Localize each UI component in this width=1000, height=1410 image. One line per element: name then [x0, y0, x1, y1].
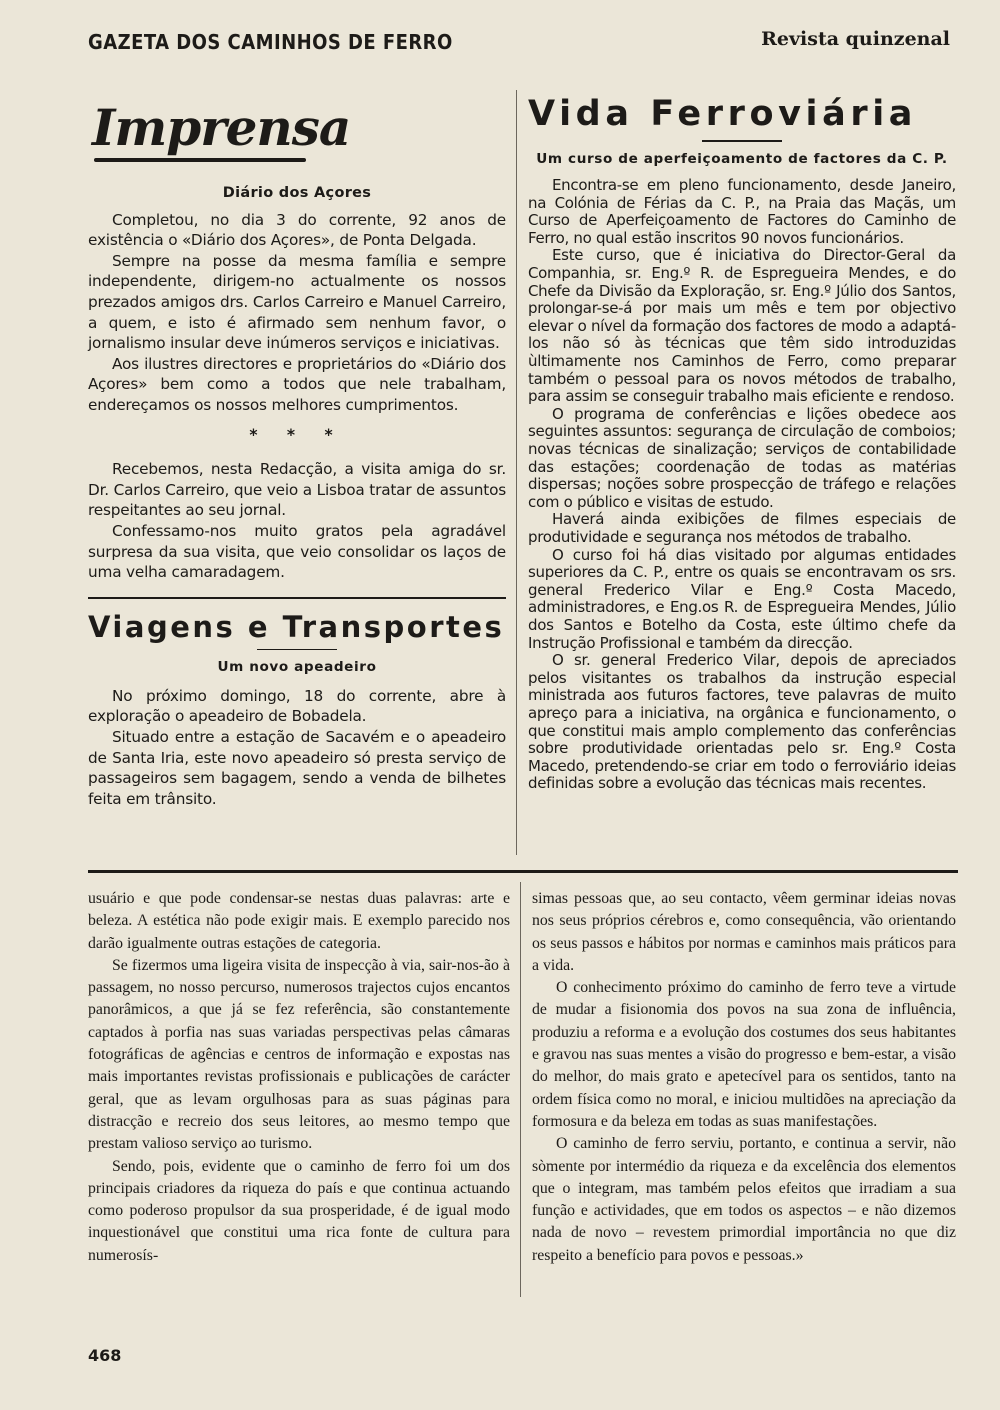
magazine-title: GAZETA DOS CAMINHOS DE FERRO — [88, 30, 453, 54]
vida-paragraph: O programa de conferências e lições obedece aos seguintes assuntos: segurança de circulação de comboios; novas técnicas de sinalização; serviços de contabilidade das estações; coordenação de todas as matérias dispersas; noções sobre prospecção de tráfego e relações com o público e visitas de estudo. — [528, 404, 956, 511]
imprensa-paragraph: Aos ilustres directores e proprietários do «Diário dos Açores» bem como a todos que nele trabalham, endereçamos os nossos melhores cumprimentos. — [88, 354, 506, 414]
magazine-frequency: Revista quinzenal — [761, 28, 950, 50]
imprensa-title: Imprensa — [92, 98, 351, 157]
page-number: 468 — [88, 1346, 122, 1365]
continuation-right-column — [532, 888, 956, 1267]
continuation-paragraph: O conhecimento próximo do caminho de ferro teve a virtude de mudar a fisionomia dos povos na sua zona de influência, produziu a reforma e a evolução dos costumes dos seus habitantes e gravou nas suas mentes a visão do progresso e bem-estar, a visão do melhor, do mais grato e apetecível para os sentidos, tanto na ordem física como no moral, e iniciou multidões na apreciação da formosura e da beleza em todas as suas manifestações. — [532, 979, 956, 1130]
horizontal-divider — [88, 870, 958, 873]
imprensa-column — [88, 90, 506, 809]
continuation-left-column — [88, 888, 510, 1267]
column-divider-bottom — [520, 882, 521, 1297]
continuation-paragraph: Sendo, pois, evidente que o caminho de ferro foi um dos principais criadores da riqueza do país e que continua actuando como poderoso propulsor da sua prosperidade, é de igual modo inquestionável que constitui uma rica fonte de cultura para numerosís- — [88, 1157, 510, 1264]
vida-paragraph: Este curso, que é iniciativa do Director-Geral da Companhia, sr. Eng.º R. de Espregueira Mendes, e do Chefe da Divisão da Exploração, sr. Eng.º Júlio dos Santos, prolongar-se-á por mais um mês e tem por objectivo elevar o nível da formação dos factores de modo a adaptá-los não só às técnicas que têm sido introduzidas ùltimamente nos Caminhos de Ferro, como preparar também o pessoal para os novos métodos de trabalho, para assim se conseguir trabalho mais eficiente e rendoso. — [528, 246, 956, 406]
vida-title-rule — [702, 140, 782, 142]
column-divider-top — [516, 90, 517, 855]
vida-paragraph: O sr. general Frederico Vilar, depois de apreciados pelos visitantes os trabalhos da instrução especial ministrada aos futuros factores, teve palavras de muito apreço para a iniciativa, na orgânica e funcionamento, o que constitui mais amplo complemento das conferências sobre produtividade orientadas pelo sr. Eng.º Costa Macedo, pretendendo-se criar em todo o ferroviário ideias definidas sobre a evolução das técnicas mais recentes. — [528, 651, 956, 793]
vida-paragraph: O curso foi há dias visitado por algumas entidades superiores da C. P., entre os quais se encontravam os srs. general Frederico Vilar e Eng.º Costa Macedo, administradores, e Eng.os R. de Espregueira Mendes, Júlio dos Santos e Botelho da Costa, este último chefe da Instrução Profissional e também da direcção. — [528, 545, 956, 652]
continuation-paragraph: O caminho de ferro serviu, portanto, e continua a servir, não sòmente por intermédio da riqueza e da excelência dos elementos que o integram, mas também pelos efeitos que irradiam a sua função e actividades, que em todos os aspectos – e não dizemos nada de novo – revestem primordial importância no que diz respeito a benefício para povos e pessoas.» — [532, 1135, 956, 1264]
viagens-title: Viagens e Transportes — [88, 609, 505, 644]
imprensa-paragraph: Recebemos, nesta Redacção, a visita amiga do sr. Dr. Carlos Carreiro, que veio a Lisboa tratar de assuntos respeitantes ao seu jornal. — [88, 460, 506, 520]
section-separator: * * * — [249, 425, 345, 444]
imprensa-paragraph: Completou, no dia 3 do corrente, 92 anos de existência o «Diário dos Açores», de Ponta Delgada. — [88, 210, 506, 250]
imprensa-subtitle: Diário dos Açores — [222, 185, 372, 201]
vida-paragraph: Encontra-se em pleno funcionamento, desde Janeiro, na Colónia de Férias da C. P., na Praia das Maçãs, um Curso de Aperfeiçoamento de Factores do Caminho de Ferro, no qual estão inscritos 90 novos funcionários. — [528, 176, 956, 247]
vida-subtitle: Um curso de aperfeiçoamento de factores da C. P. — [536, 150, 948, 167]
section-rule — [88, 597, 506, 599]
continuation-paragraph: Se fizermos uma ligeira visita de inspecção à via, sair-nos-ão à passagem, no nosso percurso, numerosos trajectos cujos encantos panorâmicos, a que já se fez referência, são constantemente captados à porfia nas suas variadas perspectivas pelas câmaras fotográficas de agências e centros de informação e expostas nas mais importantes revistas profissionais e publicações de carácter geral, que as levam orgulhosas para as suas páginas para distracção e recreio dos seus leitores, ao mesmo tempo que prestam valioso serviço ao turismo. — [88, 956, 510, 1153]
vida-paragraph: Haverá ainda exibições de filmes especiais de produtividade e segurança nos métodos de trabalho. — [528, 510, 956, 546]
vida-title: Vida Ferroviária — [528, 94, 918, 134]
viagens-subtitle: Um novo apeadeiro — [217, 659, 377, 676]
viagens-paragraph: No próximo domingo, 18 do corrente, abre à exploração o apeadeiro de Bobadela. — [88, 686, 506, 726]
viagens-title-rule — [257, 649, 337, 651]
continuation-paragraph: simas pessoas que, ao seu contacto, vêem germinar ideias novas nos seus próprios cérebros e, como consequência, vão orientando os seus passos e hábitos por normas e caminhos mais práticos para a vida. — [532, 890, 956, 974]
imprensa-paragraph: Confessamo-nos muito gratos pela agradável surpresa da sua visita, que veio consolidar os laços de uma velha camaradagem. — [88, 521, 506, 582]
vida-column — [528, 90, 956, 793]
continuation-paragraph: usuário e que pode condensar-se nestas duas palavras: arte e beleza. A estética não pode exigir mais. E exemplo parecido nos darão igualmente outras estações de categoria. — [88, 890, 510, 952]
imprensa-title-underline — [94, 158, 306, 162]
imprensa-paragraph: Sempre na posse da mesma família e sempre independente, dirigem-no actualmente os nossos prezados amigos drs. Carlos Carreiro e Manuel Carreiro, a quem, e isto é afirmado sem nenhum favor, o jornalismo insular deve inúmeros serviços e iniciativas. — [88, 251, 506, 353]
viagens-paragraph: Situado entre a estação de Sacavém e o apeadeiro de Santa Iria, este novo apeadeiro só presta serviço de passageiros sem bagagem, sendo a venda de bilhetes feita em trânsito. — [88, 727, 506, 808]
